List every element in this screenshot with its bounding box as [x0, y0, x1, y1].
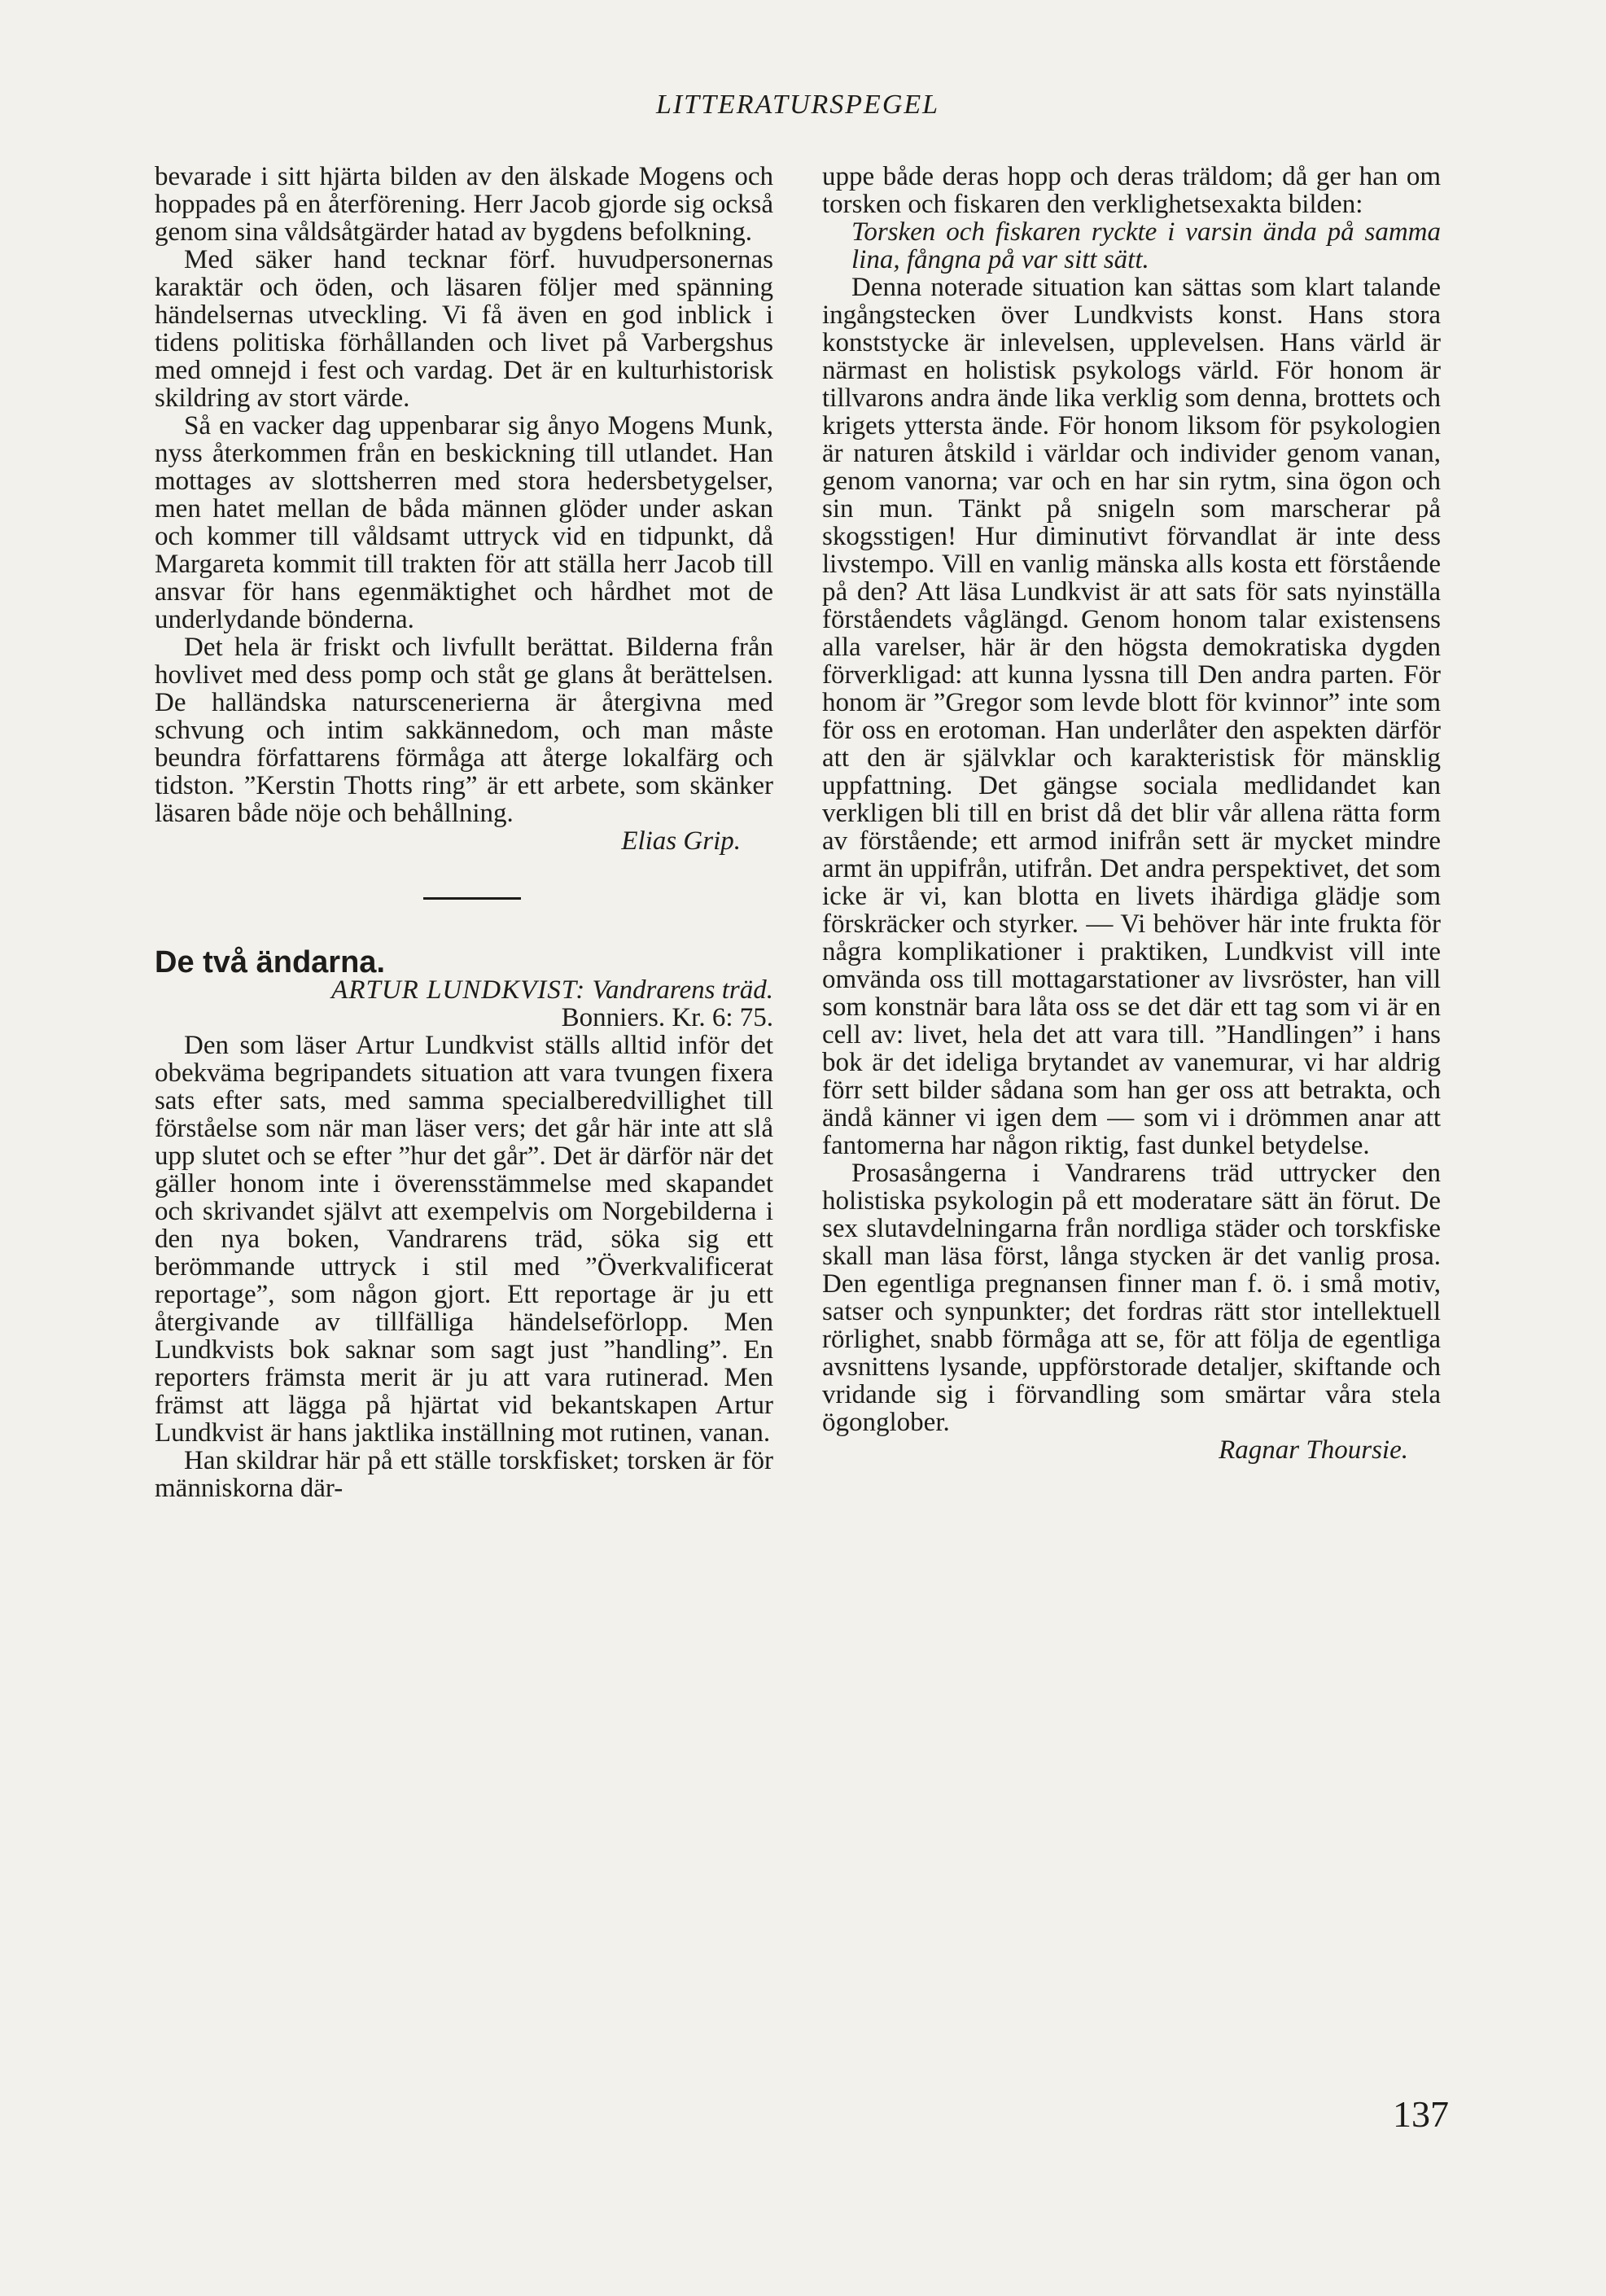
review1-paragraph-1: bevarade i sitt hjärta bilden av den älskade Mogens och hoppades på en återförening. Herr Jacob gjorde sig också genom sina våldsåtgärder hatad av bygdens befolkning.	[155, 162, 773, 247]
review2-book-title: Vandrarens träd.	[592, 975, 773, 1005]
review2-paragraph-2: Han skildrar här på ett ställe torskfisket; torsken är för människorna där-	[155, 1446, 773, 1503]
review2-title: De två ändarna.	[155, 945, 385, 979]
running-head: LITTERATURSPEGEL	[655, 90, 940, 120]
page-number: 137	[1393, 2093, 1449, 2135]
right-column	[822, 163, 1441, 1464]
review1-paragraph-4: Det hela är friskt och livfullt berättat. Bilderna från hovlivet med dess pomp och ståt ge glans åt berättelsen. De halländska naturscenerierna är återgivna med schvung och intim sakkännedom, och man måste beundra författarens förmåga att återge lokalfärg och tidston. ”Kerstin Thotts ring” är ett arbete, som skänker läsaren både nöje och behållning.	[155, 633, 773, 828]
review2-paragraph-4: Prosasångerna i Vandrarens träd uttrycker den holistiska psykologin på ett moderatare sätt än förut. De sex slutavdelningarna från nordliga städer och torskfiske skall man läsa först, långa stycken är det vanlig prosa. Den egentliga pregnansen finner man f. ö. i små motiv, satser och synpunkter; det fordras rätt stor intellektuell rörlighet, snabb förmåga att se, för att följa de egentliga avsnittens lysande, uppförstorade detaljer, skiftande och vridande sig i förvandling som smärtar våra stela ögonglober.	[822, 1159, 1441, 1437]
review2-paragraph-1: Den som läser Artur Lundkvist ställs alltid inför det obekväma begripandets situation att vara tvungen fixera sats efter sats, med samma specialberedvillighet till förståelse som när man läser vers; det går här inte att slå upp slutet och se efter ”hur det går”. Det är därför när det gäller honom inte i överensstämmelse med skapandet och skrivandet självt att exempelvis om Norgebilderna i den nya boken, Vandrarens träd, söka sig ett berömmande uttryck i stil med ”Överkvalificerat reportage”, som någon gjort. Ett reportage är ju ett återgivande av tillfälliga händelseförlopp. Men Lundkvists bok saknar som sagt just ”handling”. En reporters främsta merit är ju att vara rutinerad. Men främst att lägga på hjärtat vid bekantskapen Artur Lundkvist är hans jaktlika inställning mot rutinen, vanan.	[155, 1031, 773, 1448]
review2-book-reference	[155, 976, 773, 1032]
review2-paragraph-3: Denna noterade situation kan sättas som klart talande ingångstecken över Lundkvists konst. Hans stora konststycke är inlevelsen, upplevelsen. Hans värld är närmast en holistisk psykologs värld. För honom är tillvarons andra ände lika verklig som denna, brottets och krigets yttersta ände. För honom liksom för psykologien är naturen åtskild i världar och individer genom vanan, genom vanorna; var och en har sin rytm, sina ögon och sin mun. Tänkt på snigeln som marscherar på skogsstigen! Hur diminutivt förvandlat är inte dess livstempo. Vill en vanlig mänska alls kosta ett förstående på den? Att läsa Lundkvist är att sats för sats nyinställa förståendets våglängd. Genom honom talar existensens alla varelser, här är den högsta demokratiska dygden förverkligad: att kunna lyssna till Den andra parten. För honom är ”Gregor som levde blott för kvinnor” inte som för oss en erotoman. Han underlåter den aspekten därför att den är självklar och karakteristisk för mänsklig uppfattning. Det gängse sociala medlidandet kan verkligen bli till en brist då det blir vår allena rätta form av förstående; ett armod inifrån sett är mycket mindre armt än uppifrån, utifrån. Det andra perspektivet, det som icke är vi, kan blotta en livets ihärdiga glädje som förskräcker och styrker. — Vi behöver här inte frukta för några komplikationer i praktiken, Lundkvist vill inte omvända oss till mottagarstationer av livsröster, han vill som konstnär bara låta oss se det där ett tag som vi är en cell av: livet, hela det att vara till. ”Handlingen” i hans bok är det ideliga brytandet av vanemurar, vi har aldrig förr sett bilder sådana som han ger oss att betrakta, och ändå känner vi igen dem — som vi i drömmen anar att fantomerna har någon riktig, fast dunkel betydelse.	[822, 273, 1441, 1160]
review2-signature: Ragnar Thoursie.	[1219, 1435, 1408, 1465]
section-divider	[423, 897, 521, 900]
left-column	[155, 163, 773, 1502]
review2-continuation: uppe både deras hopp och deras träldom; då ger han om torsken och fiskaren den verklighetsexakta bilden:	[822, 162, 1441, 219]
review1-signature: Elias Grip.	[621, 826, 741, 856]
review1-paragraph-3: Så en vacker dag uppenbarar sig ånyo Mogens Munk, nyss återkommen från en beskickning till utlandet. Han mottages av slottsherren med stora hedersbetygelser, men hatet mellan de båda männen glöder under askan och kommer till våldsamt uttryck vid en tidpunkt, då Margareta kommit till trakten för att ställa herr Jacob till ansvar för hans egenmäktighet och hårdhet mot de underlydande bönderna.	[155, 411, 773, 634]
review1-paragraph-2: Med säker hand tecknar förf. huvudpersonernas karaktär och öden, och läsaren följer med spänning händelsernas utveckling. Vi få även en god inblick i tidens politiska förhållanden och livet på Varbergshus med omnejd i fest och vardag. Det är en kulturhistorisk skildring av stort värde.	[155, 245, 773, 413]
review2-quote: Torsken och fiskaren ryckte i varsin ända på samma lina, fångna på var sitt sätt.	[851, 217, 1441, 274]
review2-author: ARTUR LUNDKVIST:	[331, 975, 586, 1005]
review2-publisher-price: Bonniers. Kr. 6: 75.	[561, 1003, 773, 1032]
